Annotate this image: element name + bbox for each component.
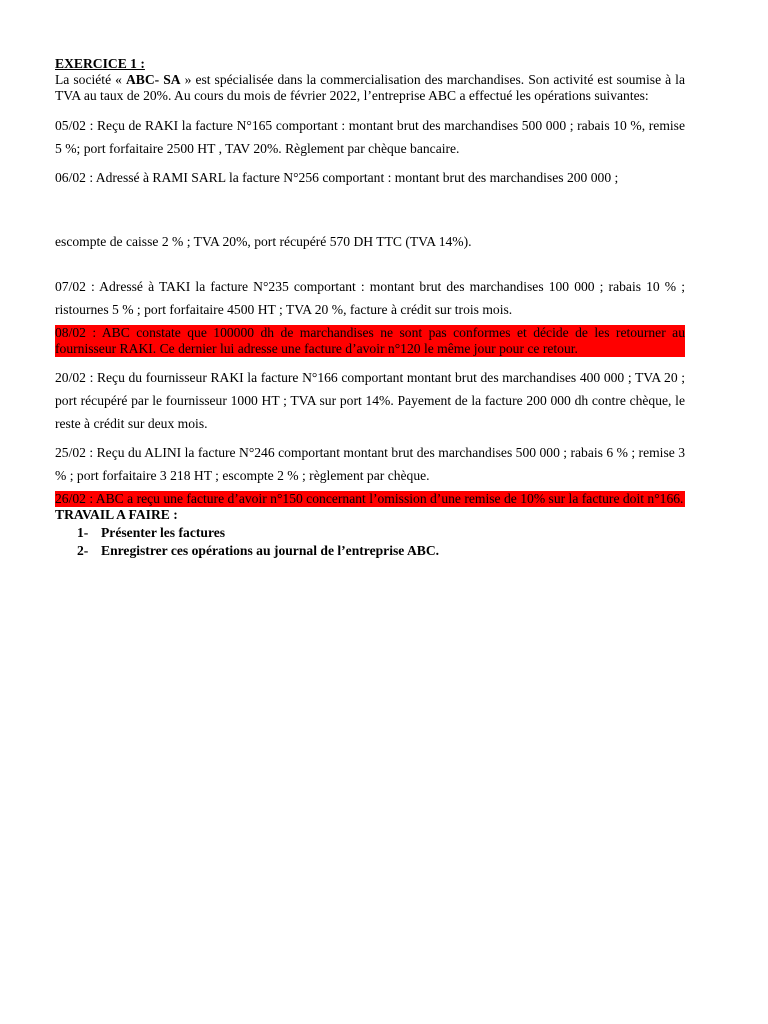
exercise-intro bbox=[55, 72, 685, 104]
task-item-number: 2- bbox=[77, 543, 89, 558]
operation-0702: 07/02 : Adressé à TAKI la facture N°235 comportant : montant brut des marchandises 100 000 ; rabais 10 % ; ristournes 5 % ; port forfaitaire 4500 HT ; TVA 20 %, facture à crédit sur trois mois. bbox=[55, 279, 685, 317]
operation-2602-highlighted: 26/02 : ABC a reçu une facture d’avoir n°150 concernant l’omission d’une remise de 10% sur la facture doit n°166. bbox=[55, 491, 684, 506]
exercise-document bbox=[55, 56, 685, 560]
operation-0602: 06/02 : Adressé à RAMI SARL la facture N°256 comportant : montant brut des marchandises 200 000 ; bbox=[55, 170, 619, 185]
operation-0802-highlighted: 08/02 : ABC constate que 100000 dh de marchandises ne sont pas conformes et décide de les retourner au fournisseur RAKI. Ce dernier lui adresse une facture d’avoir n°120 le même jour pour ce retour. bbox=[55, 325, 685, 356]
task-list bbox=[55, 524, 685, 560]
task-title: TRAVAIL A FAIRE : bbox=[55, 507, 178, 522]
intro-company: ABC- SA bbox=[125, 72, 181, 87]
operation-0502: 05/02 : Reçu de RAKI la facture N°165 comportant : montant brut des marchandises 500 000 ; rabais 10 %, remise 5 %; port forfaitaire 2500 HT , TAV 20%. Règlement par chèque bancaire. bbox=[55, 118, 685, 156]
task-item-number: 1- bbox=[77, 525, 89, 540]
exercise-title: EXERCICE 1 : bbox=[55, 56, 145, 71]
operation-2002: 20/02 : Reçu du fournisseur RAKI la facture N°166 comportant montant brut des marchandises 400 000 ; TVA 20 ; port récupéré par le fournisseur 1000 HT ; TVA sur port 14%. Payement de la facture 200 000 dh contre chèque, le reste à crédit sur deux mois. bbox=[55, 370, 685, 431]
task-item-label: Présenter les factures bbox=[101, 525, 226, 540]
intro-pre: La société « bbox=[55, 72, 126, 87]
task-item bbox=[55, 542, 685, 560]
task-item bbox=[55, 524, 685, 542]
intro-post: » est spécialisée dans la commercialisation des marchandises. Son activité est soumise à la TVA au taux de 20%. Au cours du mois de février 2022, l’entreprise ABC a effectué les opérations suivantes: bbox=[55, 72, 685, 103]
operation-2502: 25/02 : Reçu du ALINI la facture N°246 comportant montant brut des marchandises 500 000 ; rabais 6 % ; remise 3 % ; port forfaitaire 3 218 HT ; escompte 2 % ; règlement par chèque. bbox=[55, 445, 685, 483]
task-item-label: Enregistrer ces opérations au journal de l’entreprise ABC. bbox=[101, 543, 440, 558]
operation-0602-continued: escompte de caisse 2 % ; TVA 20%, port récupéré 570 DH TTC (TVA 14%). bbox=[55, 234, 472, 249]
